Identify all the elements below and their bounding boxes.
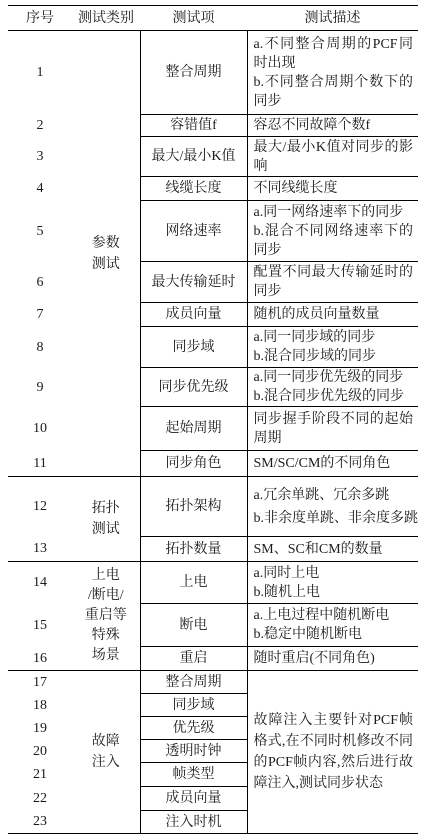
description-line: a.不同整合周期的PCF同时出现 [253, 36, 413, 71]
category-label-line: 注入 [91, 755, 120, 770]
test-item: 同步优先级 [140, 368, 247, 407]
description-line: 配置不同最大传输延时的同步 [253, 265, 413, 299]
row-number: 9 [36, 379, 44, 395]
test-item: 同步域 [140, 327, 247, 368]
row-number: 10 [33, 421, 47, 436]
table-row [8, 115, 418, 137]
category-label-line: 拓扑 [91, 501, 120, 516]
test-item: 起始周期 [140, 407, 247, 451]
description-line: b.混合同步优先级的同步 [253, 389, 404, 404]
test-item: 透明时钟 [140, 740, 247, 763]
description-line: b.非余度单跳、非余度多跳 [253, 510, 418, 526]
test-description [247, 407, 418, 451]
row-number: 18 [33, 697, 47, 713]
row-number: 3 [36, 149, 44, 164]
table-row [8, 647, 418, 671]
test-description [247, 31, 418, 115]
test-description [247, 137, 418, 177]
test-item: 整合周期 [140, 671, 247, 694]
row-number: 19 [33, 720, 47, 736]
table-row [8, 562, 418, 604]
description-line: a.同一网络速率下的同步 [253, 204, 404, 220]
row-number: 11 [33, 455, 47, 471]
description-line: 最大/最小K值对同步的影响 [253, 139, 413, 174]
description-line: a.同时上电 [253, 565, 320, 581]
header-description: 测试描述 [247, 6, 418, 31]
test-description [247, 477, 418, 537]
row-number: 7 [36, 307, 44, 322]
table-row [8, 477, 418, 537]
test-description [247, 177, 418, 201]
table-row [8, 303, 418, 327]
test-item: 最大/最小K值 [140, 137, 247, 177]
test-item: 拓扑数量 [140, 537, 247, 562]
description-line: b.混合同步域的同步 [253, 349, 376, 364]
category-label-line: 参数 [91, 235, 120, 251]
description-line: a.同一同步域的同步 [253, 330, 376, 345]
category-label-line: 重启等 [84, 608, 127, 623]
description-line: a.同一同步优先级的同步 [253, 370, 404, 385]
description-line: 不同线缆长度 [253, 181, 338, 196]
test-item: 容错值f [140, 115, 247, 137]
test-description [247, 303, 418, 327]
description-line: b.稳定中随机断电 [253, 627, 362, 642]
row-number: 21 [33, 767, 47, 782]
description-line: 容忍不同故障个数f [253, 118, 371, 133]
test-item: 优先级 [140, 717, 247, 740]
row-number: 15 [33, 617, 47, 633]
test-description [247, 647, 418, 671]
test-item: 网络速率 [140, 201, 247, 262]
test-description [247, 262, 418, 303]
row-number: 23 [33, 814, 47, 830]
test-item: 重启 [140, 647, 247, 671]
row-number: 4 [36, 181, 44, 196]
category-label-line: 测试 [91, 522, 120, 537]
test-description [247, 671, 418, 834]
row-number: 16 [33, 650, 47, 666]
header-no: 序号 [8, 6, 72, 31]
test-description [247, 115, 418, 137]
row-number: 2 [36, 118, 44, 133]
description-line: b.不同整合周期个数下的同步 [253, 74, 413, 109]
description-line: a.冗余单跳、冗余多跳 [253, 487, 390, 503]
test-item: 同步角色 [140, 451, 247, 477]
test-description [247, 327, 418, 368]
test-item: 整合周期 [140, 31, 247, 115]
description-line: b.随机上电 [253, 584, 320, 600]
test-description [247, 604, 418, 647]
description-line: SM/SC/CM的不同角色 [253, 456, 391, 471]
test-description [247, 368, 418, 407]
category-cell [72, 31, 140, 477]
category-cell [72, 477, 140, 562]
description-line: SM、SC和CM的数量 [253, 541, 383, 557]
table-row [8, 177, 418, 201]
category-cell [72, 671, 140, 834]
table-row [8, 671, 418, 694]
description-text: 故障注入主要针对PCF帧格式,在不同时机修改不同的PCF帧内容,然后进行故障注入,测试同步状态 [253, 713, 413, 791]
table-row [8, 327, 418, 368]
row-number: 20 [33, 743, 47, 759]
test-item: 断电 [140, 604, 247, 647]
description-line: b.混合不同网络速率下的同步 [253, 223, 413, 258]
row-number: 6 [36, 274, 44, 290]
test-item: 注入时机 [140, 811, 247, 834]
description-line: 随机的成员向量数量 [253, 307, 380, 322]
test-item: 拓扑架构 [140, 477, 247, 537]
test-description [247, 451, 418, 477]
row-number: 17 [8, 671, 72, 694]
test-description [247, 537, 418, 562]
header-category: 测试类别 [72, 6, 140, 31]
row-number: 14 [8, 562, 72, 604]
category-label-line: 场景 [91, 648, 120, 663]
test-item: 线缆长度 [140, 177, 247, 201]
test-item: 帧类型 [140, 763, 247, 787]
row-number: 8 [36, 339, 44, 355]
header-item: 测试项 [140, 6, 247, 31]
test-case-table [8, 5, 418, 834]
row-number: 22 [33, 791, 47, 806]
test-item: 同步域 [140, 694, 247, 717]
category-label-line: /断电/ [87, 588, 124, 603]
test-item: 最大传输延时 [140, 262, 247, 303]
category-cell [72, 562, 140, 671]
row-number: 13 [33, 541, 47, 557]
row-number: 5 [36, 223, 44, 239]
test-description [247, 562, 418, 604]
description-line: 同步握手阶段不同的起始周期 [253, 411, 413, 446]
test-item: 成员向量 [140, 787, 247, 811]
category-label-line: 测试 [91, 256, 120, 272]
description-line: 随时重启(不同角色) [253, 651, 375, 666]
category-label-line: 上电 [91, 568, 120, 583]
row-number: 1 [36, 65, 44, 81]
test-item: 成员向量 [140, 303, 247, 327]
table-row [8, 451, 418, 477]
description-line: a.上电过程中随机断电 [253, 608, 390, 623]
table-row [8, 368, 418, 407]
category-label-line: 故障 [91, 734, 120, 749]
test-description [247, 201, 418, 262]
table-row [8, 537, 418, 562]
table-row [8, 407, 418, 451]
category-label-line: 特殊 [91, 628, 120, 643]
test-item: 上电 [140, 562, 247, 604]
table-row [8, 137, 418, 177]
table-row [8, 201, 418, 262]
header-row [8, 6, 418, 31]
table-row [8, 604, 418, 647]
row-number: 12 [8, 477, 72, 537]
table-row [8, 262, 418, 303]
table-row [8, 31, 418, 115]
